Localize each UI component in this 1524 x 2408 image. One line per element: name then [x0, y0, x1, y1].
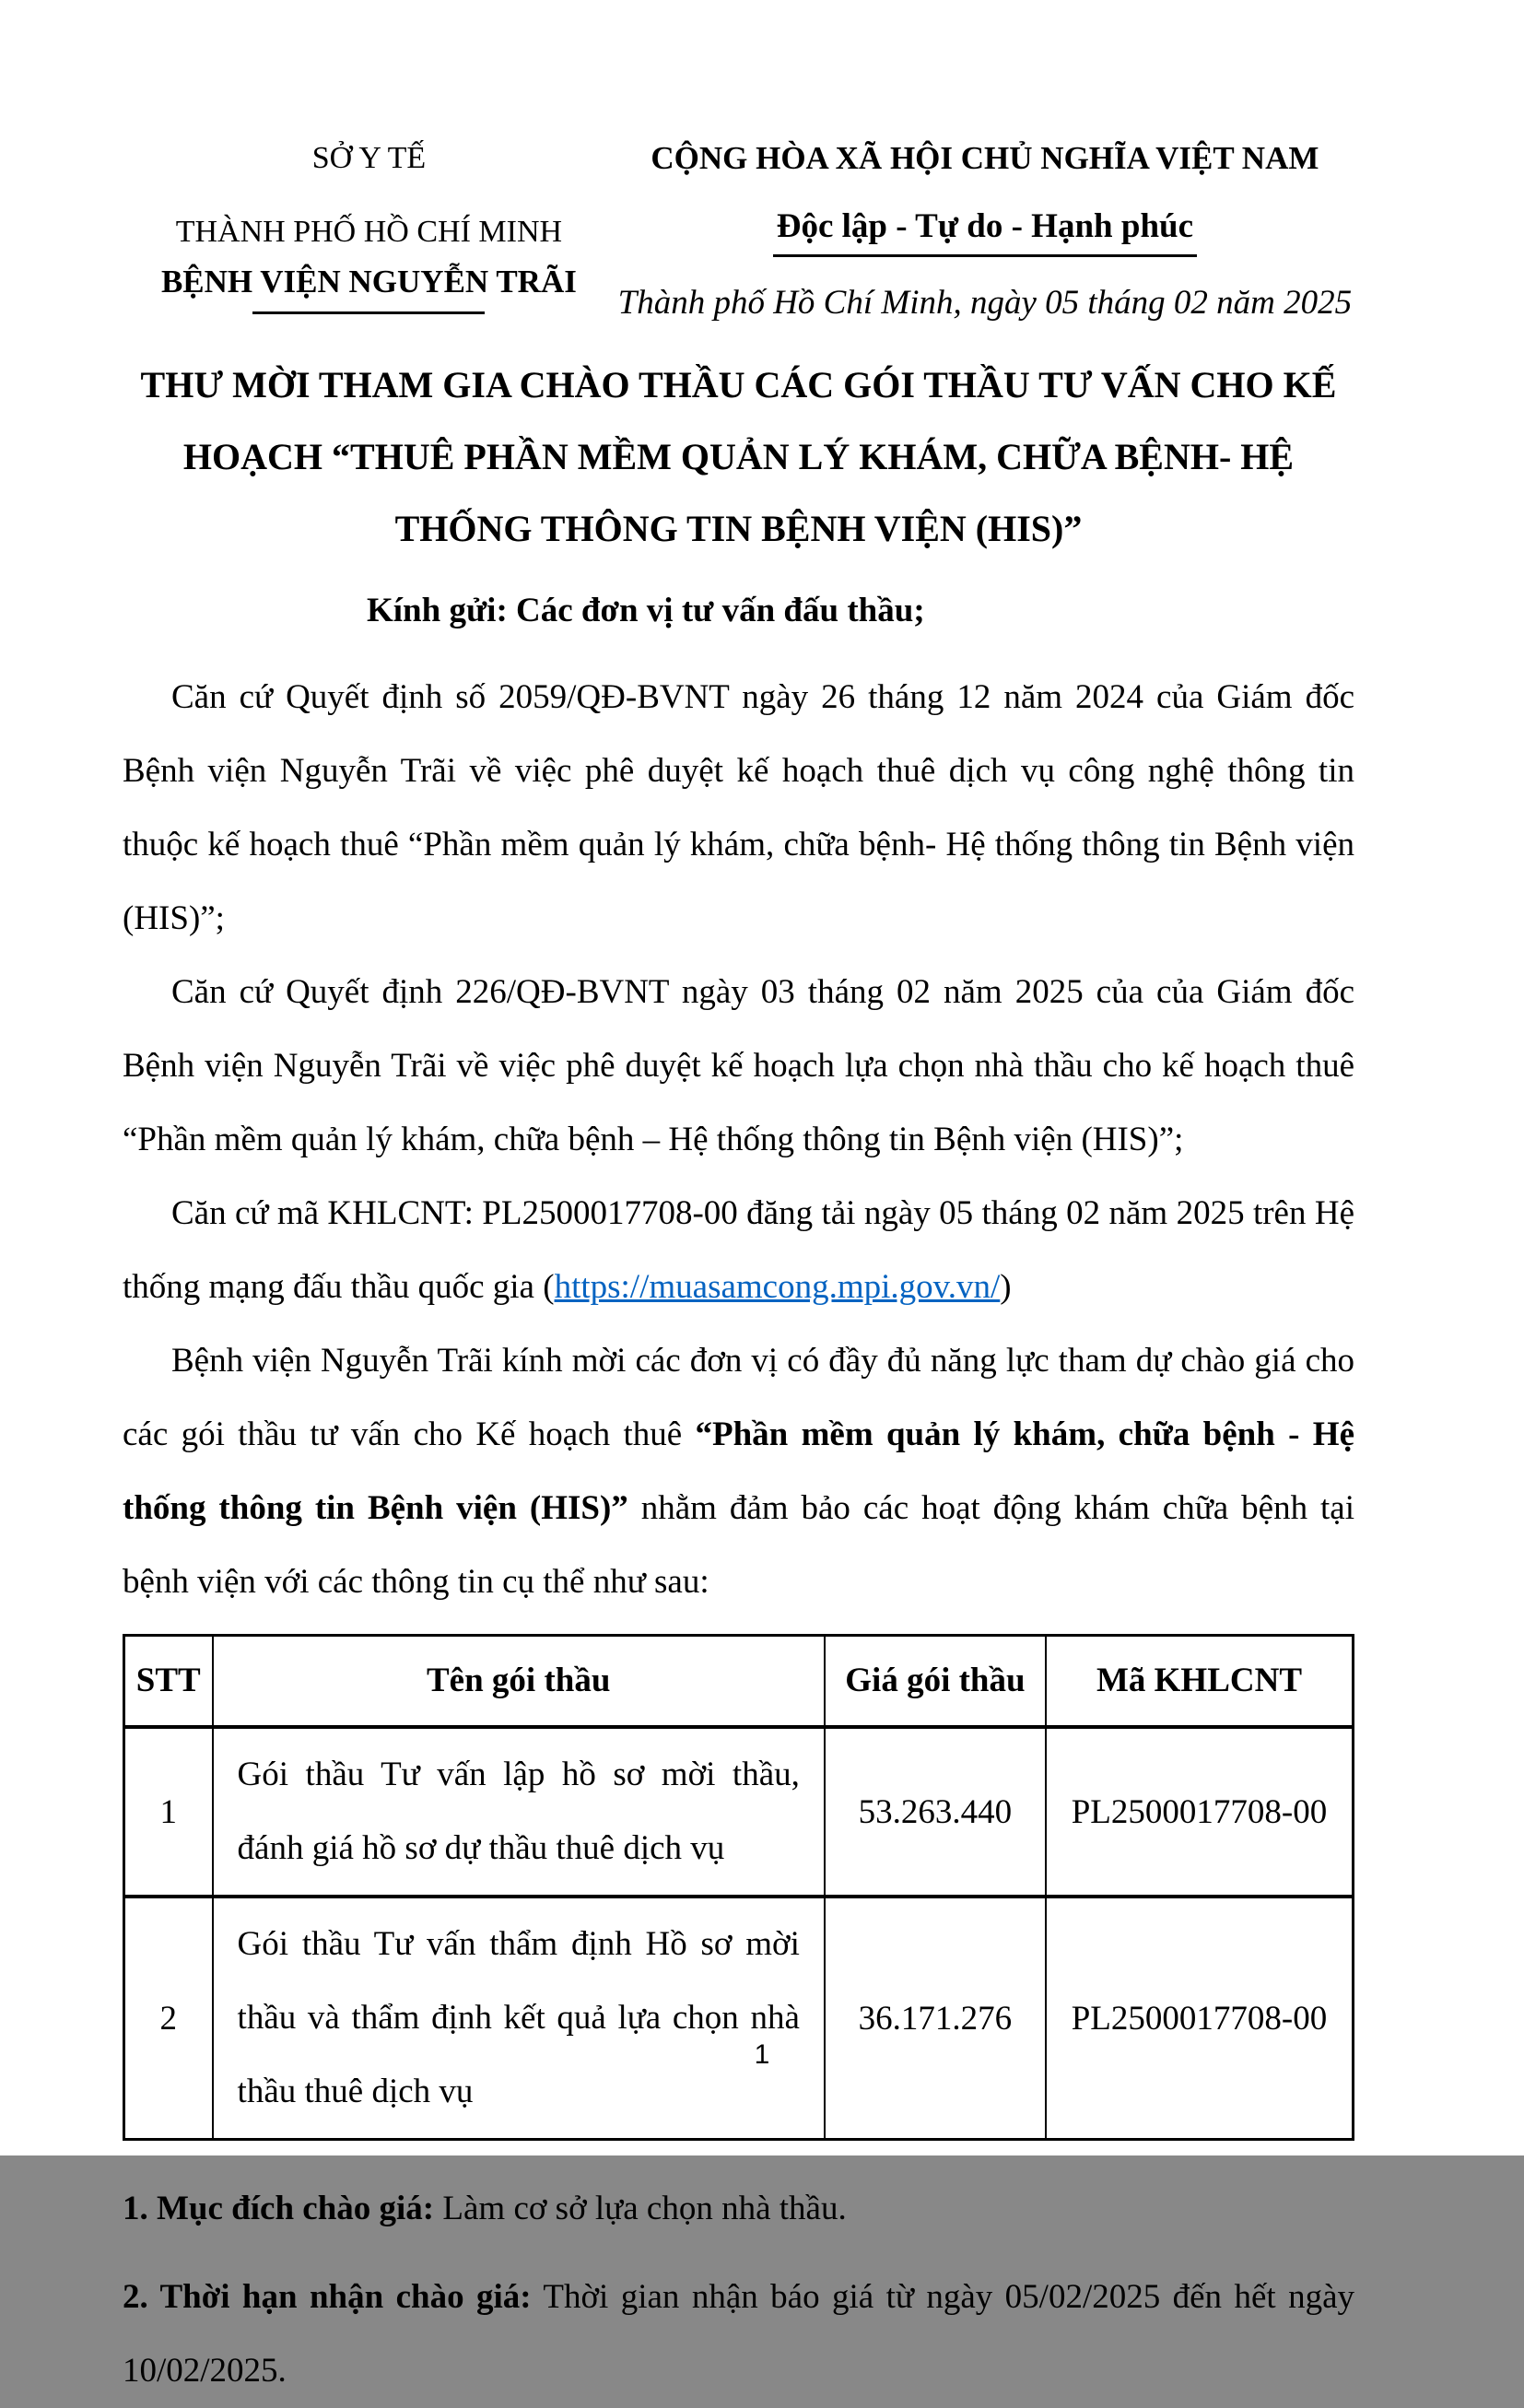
row2-package-name: Gói thầu Tư vấn thẩm định Hồ sơ mời thầu và thẩm định kết quả lựa chọn nhà thầu thuê dịch vụ [213, 1897, 825, 2140]
invitation-plan-name: “Phần mềm quản lý khám, chữa bệnh - Hệ thống thông tin Bệnh viện (HIS)” [123, 1415, 1354, 1527]
note-deadline-label: 2. Thời hạn nhận chào giá: [123, 2278, 532, 2316]
row2-code: PL2500017708-00 [1046, 1897, 1354, 2140]
note-purpose-text: Làm cơ sở lựa chọn nhà thầu. [434, 2190, 847, 2227]
note-deadline-text: Thời gian nhận báo giá từ ngày 05/02/2025 đến hết ngày 10/02/2025. [123, 2278, 1354, 2390]
row1-package-name: Gói thầu Tư vấn lập hồ sơ mời thầu, đánh giá hồ sơ dự thầu thuê dịch vụ [213, 1727, 825, 1897]
table-row [124, 1727, 1354, 1897]
header-cell-code: Mã KHLCNT [1046, 1636, 1354, 1728]
table-row [124, 1897, 1354, 2140]
national-header [123, 136, 1354, 325]
paragraph-basis-3 [123, 1177, 1354, 1324]
paragraph-invitation [123, 1324, 1354, 1619]
header-cell-price: Giá gói thầu [825, 1636, 1046, 1728]
paragraph-basis-3-text: Căn cứ mã KHLCNT: PL2500017708-00 đăng tải ngày 05 tháng 02 năm 2025 trên Hệ thống mạng đấu thầu quốc gia ( [123, 1194, 1354, 1306]
page-number: 1 [754, 2039, 770, 2070]
national-motto-block [615, 136, 1354, 325]
row2-stt: 2 [124, 1897, 213, 2140]
issuing-org-block [123, 136, 615, 325]
row1-code: PL2500017708-00 [1046, 1727, 1354, 1897]
note-purpose-label: 1. Mục đích chào giá: [123, 2190, 435, 2227]
paragraph-basis-1: Căn cứ Quyết định số 2059/QĐ-BVNT ngày 26 tháng 12 năm 2024 của Giám đốc Bệnh viện Nguyễn Trãi về việc phê duyệt kế hoạch thuê dịch vụ công nghệ thông tin thuộc kế hoạch thuê “Phần mềm quản lý khám, chữa bệnh- Hệ thống thông tin Bệnh viện (HIS)”; [123, 678, 1354, 937]
document-title: THƯ MỜI THAM GIA CHÀO THẦU CÁC GÓI THẦU TƯ VẤN CHO KẾ HOẠCH “THUÊ PHẦN MỀM QUẢN LÝ KHÁM, CHỮA BỆNH- HỆ THỐNG THÔNG TIN BỆNH VIỆN (HIS)” [140, 364, 1337, 549]
salutation-line: Kính gửi: Các đơn vị tư vấn đấu thầu; [367, 592, 925, 629]
note-purpose [123, 2172, 1354, 2246]
paragraph-basis-2: Căn cứ Quyết định 226/QĐ-BVNT ngày 03 tháng 02 năm 2025 của của Giám đốc Bệnh viện Nguyễn Trãi về việc phê duyệt kế hoạch lựa chọn nhà thầu cho kế hoạch thuê “Phần mềm quản lý khám, chữa bệnh – Hệ thống thông tin Bệnh viện (HIS)”; [123, 973, 1354, 1158]
org-underline-rule [252, 311, 485, 314]
org-city-name: THÀNH PHỐ HỒ CHÍ MINH [175, 215, 563, 249]
org-parent-name: SỞ Y TẾ [311, 141, 427, 175]
row2-price: 36.171.276 [825, 1897, 1046, 2140]
place-date-line: Thành phố Hồ Chí Minh, ngày 05 tháng 02 năm 2025 [617, 284, 1353, 322]
row1-price: 53.263.440 [825, 1727, 1046, 1897]
country-title: CỘNG HÒA XÃ HỘI CHỦ NGHĨA VIỆT NAM [651, 140, 1319, 176]
invitation-text-start: Bệnh viện Nguyễn Trãi kính mời các đơn vị có đầy đủ năng lực tham dự chào giá cho các gói thầu tư vấn cho Kế hoạch thuê [123, 1342, 1354, 1453]
header-cell-stt: STT [124, 1636, 213, 1728]
national-motto: Độc lập - Tự do - Hạnh phúc [773, 206, 1197, 257]
note-deadline [123, 2261, 1354, 2408]
org-hospital-name: BỆNH VIỆN NGUYỄN TRÃI [160, 264, 577, 300]
row1-stt: 1 [124, 1727, 213, 1897]
invitation-text-end: nhằm đảm bảo các hoạt động khám chữa bệnh tại bệnh viện với các thông tin cụ thể như sau: [123, 1489, 1354, 1601]
header-cell-package-name: Tên gói thầu [213, 1636, 825, 1728]
table-header-row [124, 1636, 1354, 1728]
paragraph-basis-3-closing: ) [1000, 1268, 1012, 1306]
procurement-portal-link[interactable]: https://muasamcong.mpi.gov.vn/ [554, 1268, 1001, 1306]
